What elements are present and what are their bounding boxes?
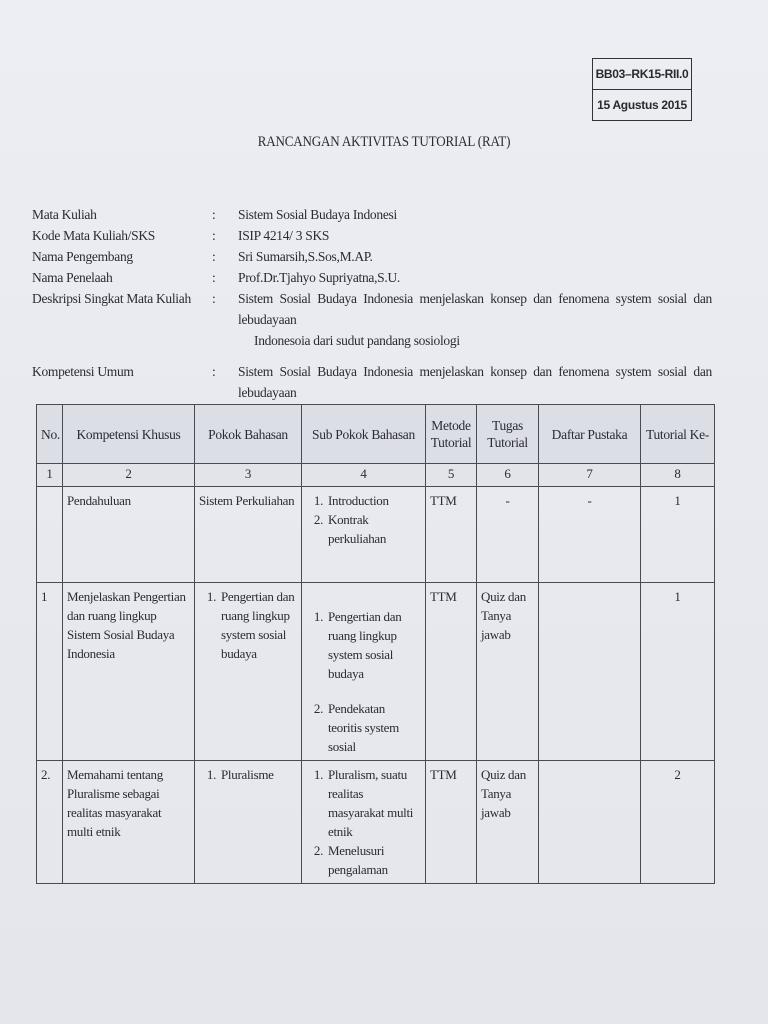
cell-sub	[302, 583, 426, 761]
sub-item: 2. Kontrak perkuliahan	[326, 510, 421, 548]
sub-item: 1. Pengertian dan ruang lingkup system sosial budaya	[326, 607, 421, 683]
cell-tugas: -	[477, 487, 539, 583]
header-kompetensi-khusus: Kompetensi Khusus	[63, 405, 195, 464]
info-label: Nama Pengembang	[32, 249, 133, 264]
pokok-item: 1. Pengertian dan ruang lingkup system sosial budaya	[219, 587, 297, 663]
cell-tugas: Quiz dan Tanya jawab	[477, 583, 539, 761]
header-no: No.	[37, 405, 63, 464]
info-value: ISIP 4214/ 3 SKS	[238, 228, 330, 243]
table-row	[37, 761, 715, 884]
sub-item: 1. Introduction	[326, 491, 421, 510]
document-code: BB03–RK15-RII.0	[595, 67, 689, 81]
cell-kompetensi: Pendahuluan	[63, 487, 195, 583]
info-row-kode	[32, 225, 712, 246]
header-tugas-tutorial: Tugas Tutorial	[477, 405, 539, 464]
cell-tutorial-ke: 1	[641, 487, 715, 583]
cell-metode: TTM	[426, 583, 477, 761]
info-label: Kode Mata Kuliah/SKS	[32, 228, 155, 243]
header-daftar-pustaka: Daftar Pustaka	[539, 405, 641, 464]
info-value: Sistem Sosial Budaya Indonesi	[238, 207, 397, 222]
cell-kompetensi: Memahami tentang Pluralisme sebagai realitas masyarakat multi etnik	[63, 761, 195, 884]
pokok-item: 1. Pluralisme	[219, 765, 297, 784]
cell-pustaka: -	[539, 487, 641, 583]
cell-tutorial-ke: 2	[641, 761, 715, 884]
cell-sub	[302, 487, 426, 583]
header-tutorial-ke: Tutorial Ke-	[641, 405, 715, 464]
column-number: 7	[539, 464, 641, 487]
info-value: Prof.Dr.Tjahyo Supriyatna,S.U.	[238, 270, 400, 285]
info-value	[238, 288, 712, 351]
document-date: 15 Agustus 2015	[593, 89, 691, 120]
sub-item: 1. Pluralism, suatu realitas masyarakat multi etnik	[326, 765, 421, 841]
cell-metode: TTM	[426, 761, 477, 884]
cell-pokok	[195, 583, 302, 761]
cell-tugas: Quiz dan Tanya jawab	[477, 761, 539, 884]
header-sub-pokok-bahasan: Sub Pokok Bahasan	[302, 405, 426, 464]
info-colon: :	[212, 207, 216, 222]
cell-metode: TTM	[426, 487, 477, 583]
info-colon: :	[212, 291, 216, 306]
info-label: Kompetensi Umum	[32, 364, 134, 379]
cell-pokok: Sistem Perkuliahan	[195, 487, 302, 583]
column-number: 5	[426, 464, 477, 487]
course-info	[32, 204, 712, 424]
info-colon: :	[212, 270, 216, 285]
document-code-box	[592, 58, 692, 121]
cell-no	[37, 487, 63, 583]
cell-pustaka	[539, 761, 641, 884]
cell-pokok	[195, 761, 302, 884]
cell-no: 2.	[37, 761, 63, 884]
info-row-penelaah	[32, 267, 712, 288]
sub-item: 2. Menelusuri pengalaman	[326, 841, 421, 879]
info-value-line2: Indonesoia dari sudut pandang sosiologi	[254, 333, 460, 348]
info-value-line1: Sistem Sosial Budaya Indonesia menjelaskan konsep dan fenomena system sosial dan lebudayaan	[238, 364, 712, 400]
info-value-line1: Sistem Sosial Budaya Indonesia menjelaskan konsep dan fenomena system sosial dan lebudayaan	[238, 291, 712, 327]
info-row-deskripsi	[32, 288, 712, 351]
table-row	[37, 487, 715, 583]
sub-item: 2. Pendekatan teoritis system sosial	[326, 699, 421, 756]
header-pokok-bahasan: Pokok Bahasan	[195, 405, 302, 464]
info-colon: :	[212, 364, 216, 379]
cell-no: 1	[37, 583, 63, 761]
column-number: 2	[63, 464, 195, 487]
column-number: 4	[302, 464, 426, 487]
table-header-row	[37, 405, 715, 464]
cell-tutorial-ke: 1	[641, 583, 715, 761]
table-column-number-row	[37, 464, 715, 487]
cell-sub	[302, 761, 426, 884]
document-title: RANCANGAN AKTIVITAS TUTORIAL (RAT)	[257, 134, 511, 150]
column-number: 1	[37, 464, 63, 487]
info-row-pengembang	[32, 246, 712, 267]
info-colon: :	[212, 249, 216, 264]
column-number: 8	[641, 464, 715, 487]
info-row-mata-kuliah	[32, 204, 712, 225]
cell-pustaka	[539, 583, 641, 761]
column-number: 6	[477, 464, 539, 487]
spacer	[306, 587, 421, 607]
info-label: Mata Kuliah	[32, 207, 97, 222]
info-label: Nama Penelaah	[32, 270, 113, 285]
header-metode-tutorial: Metode Tutorial	[426, 405, 477, 464]
table-row	[37, 583, 715, 761]
column-number: 3	[195, 464, 302, 487]
info-value: Sri Sumarsih,S.Sos,M.AP.	[238, 249, 373, 264]
tutorial-activity-table	[36, 404, 715, 884]
info-colon: :	[212, 228, 216, 243]
info-label: Deskripsi Singkat Mata Kuliah	[32, 291, 191, 306]
cell-kompetensi: Menjelaskan Pengertian dan ruang lingkup Sistem Sosial Budaya Indonesia	[63, 583, 195, 761]
